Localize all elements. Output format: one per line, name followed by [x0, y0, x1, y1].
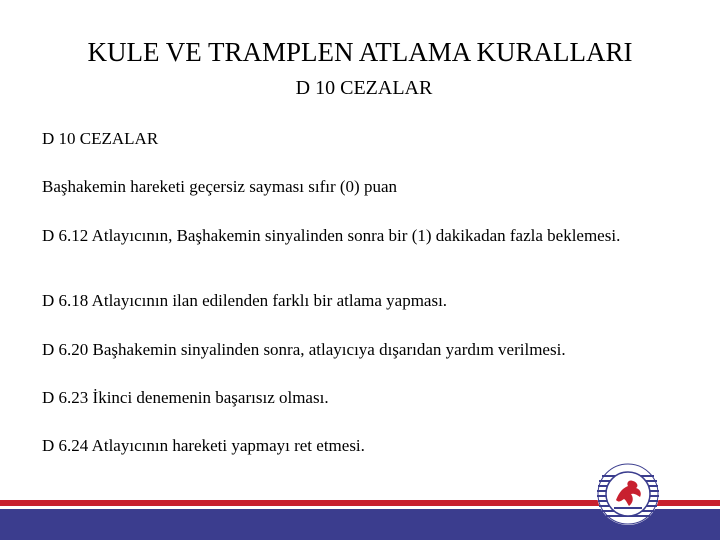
paragraph-rule: D 6.24 Atlayıcının hareketi yapmayı ret etmesi.: [42, 436, 365, 455]
paragraph-rule: [42, 227, 674, 245]
paragraph-rule: D 6.20 Başhakemin sinyalinden sonra, atlayıcıya dışarıdan yardım verilmesi.: [42, 340, 566, 359]
paragraph-rule: D 6.23 İkinci denemenin başarısız olması.: [42, 388, 329, 407]
slide-title: KULE VE TRAMPLEN ATLAMA KURALLARI: [87, 37, 633, 67]
paragraph-rule-text: D 6.12 Atlayıcının, Başhakemin sinyalinden sonra bir (1) dakikadan fazla beklemesi.: [42, 226, 621, 245]
paragraph-rule: D 6.18 Atlayıcının ilan edilenden farklı bir atlama yapması.: [42, 291, 448, 310]
federation-emblem-icon: [596, 462, 660, 526]
emblem-graphic: [596, 462, 660, 526]
paragraph-heading: D 10 CEZALAR: [42, 129, 159, 148]
slide-subtitle: D 10 CEZALAR: [295, 77, 433, 99]
paragraph-rule: Başhakemin hareketi geçersiz sayması sıfır (0) puan: [42, 177, 397, 196]
